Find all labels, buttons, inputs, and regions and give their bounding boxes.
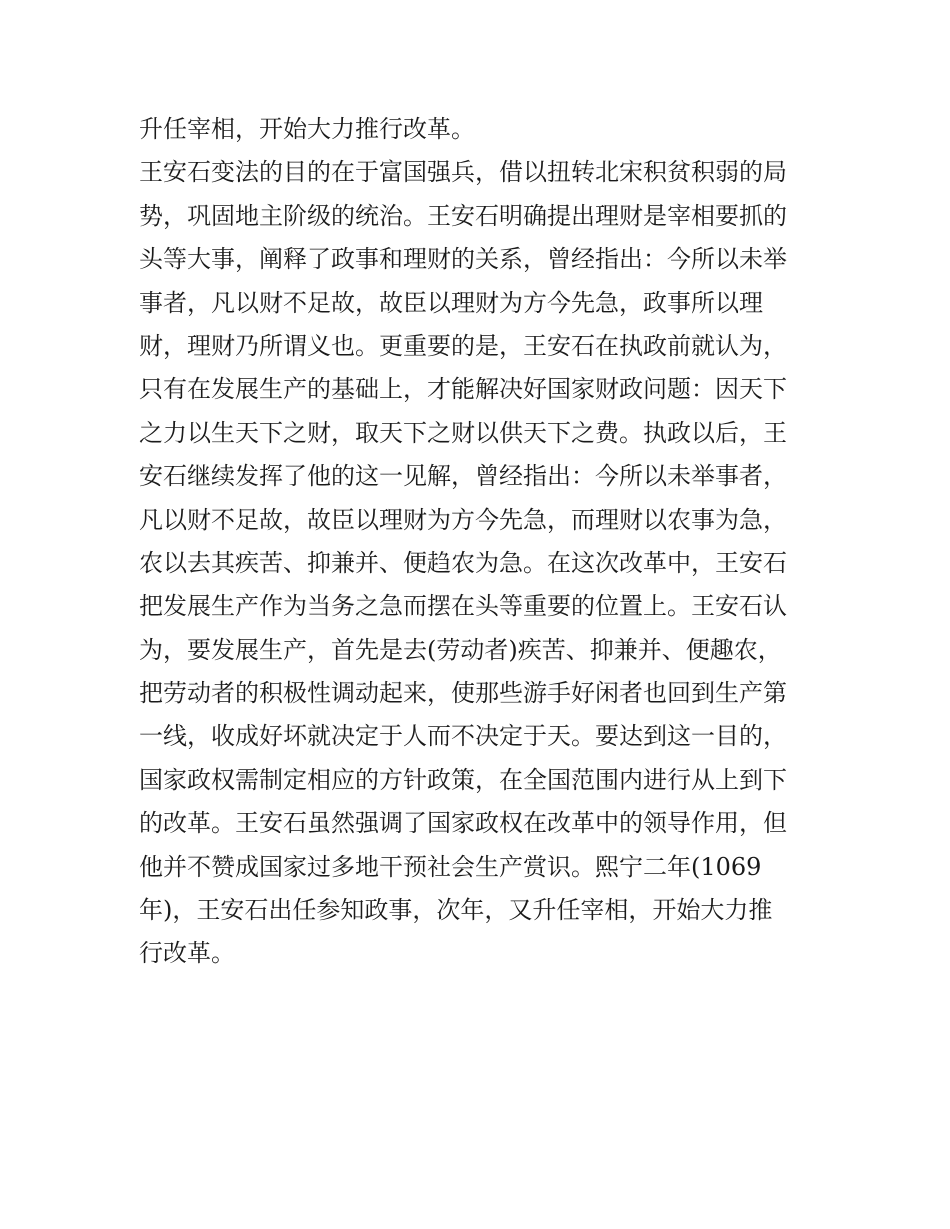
text-line: 升任宰相，开始大力推行改革。 xyxy=(139,115,475,143)
text-line: 年)，王安石出任参知政事，次年，又升任宰相，开始大力推 xyxy=(139,896,773,925)
text-line: 势，巩固地主阶级的统治。王安石明确提出理财是宰相要抓的 xyxy=(139,201,787,230)
text-line: 农以去其疾苦、抑兼并、便趋农为急。在这次改革中，王安石 xyxy=(139,548,787,577)
text-line: 行改革。 xyxy=(139,939,235,968)
text-line: 凡以财不足故，故臣以理财为方今先急，而理财以农事为急， xyxy=(139,505,787,534)
body-text xyxy=(139,108,819,976)
text-line: 安石继续发挥了他的这一见解，曾经指出：今所以未举事者， xyxy=(139,462,787,491)
text-line: 财，理财乃所谓义也。更重要的是，王安石在执政前就认为， xyxy=(139,331,787,360)
text-line: 事者，凡以财不足故，故臣以理财为方今先急，政事所以理 xyxy=(139,288,763,317)
text-line: 之力以生天下之财，取天下之财以供天下之费。执政以后，王 xyxy=(139,418,787,447)
text-line: 头等大事，阐释了政事和理财的关系，曾经指出：今所以未举 xyxy=(139,245,787,274)
text-line: 他并不赞成国家过多地干预社会生产赏识。熙宁二年(1069 xyxy=(139,852,762,881)
text-line: 王安石变法的目的在于富国强兵，借以扭转北宋积贫积弱的局 xyxy=(139,158,787,187)
text-line: 为，要发展生产，首先是去(劳动者)疾苦、抑兼并、便趣农， xyxy=(139,635,782,664)
text-line: 把发展生产作为当务之急而摆在头等重要的位置上。王安石认 xyxy=(139,592,787,621)
text-line: 国家政权需制定相应的方针政策，在全国范围内进行从上到下 xyxy=(139,765,787,794)
text-line: 只有在发展生产的基础上，才能解决好国家财政问题：因天下 xyxy=(139,375,787,404)
text-line: 的改革。王安石虽然强调了国家政权在改革中的领导作用，但 xyxy=(139,809,787,838)
text-line: 一线，收成好坏就决定于人而不决定于天。要达到这一目的， xyxy=(139,722,787,751)
text-line: 把劳动者的积极性调动起来，使那些游手好闲者也回到生产第 xyxy=(139,679,787,708)
